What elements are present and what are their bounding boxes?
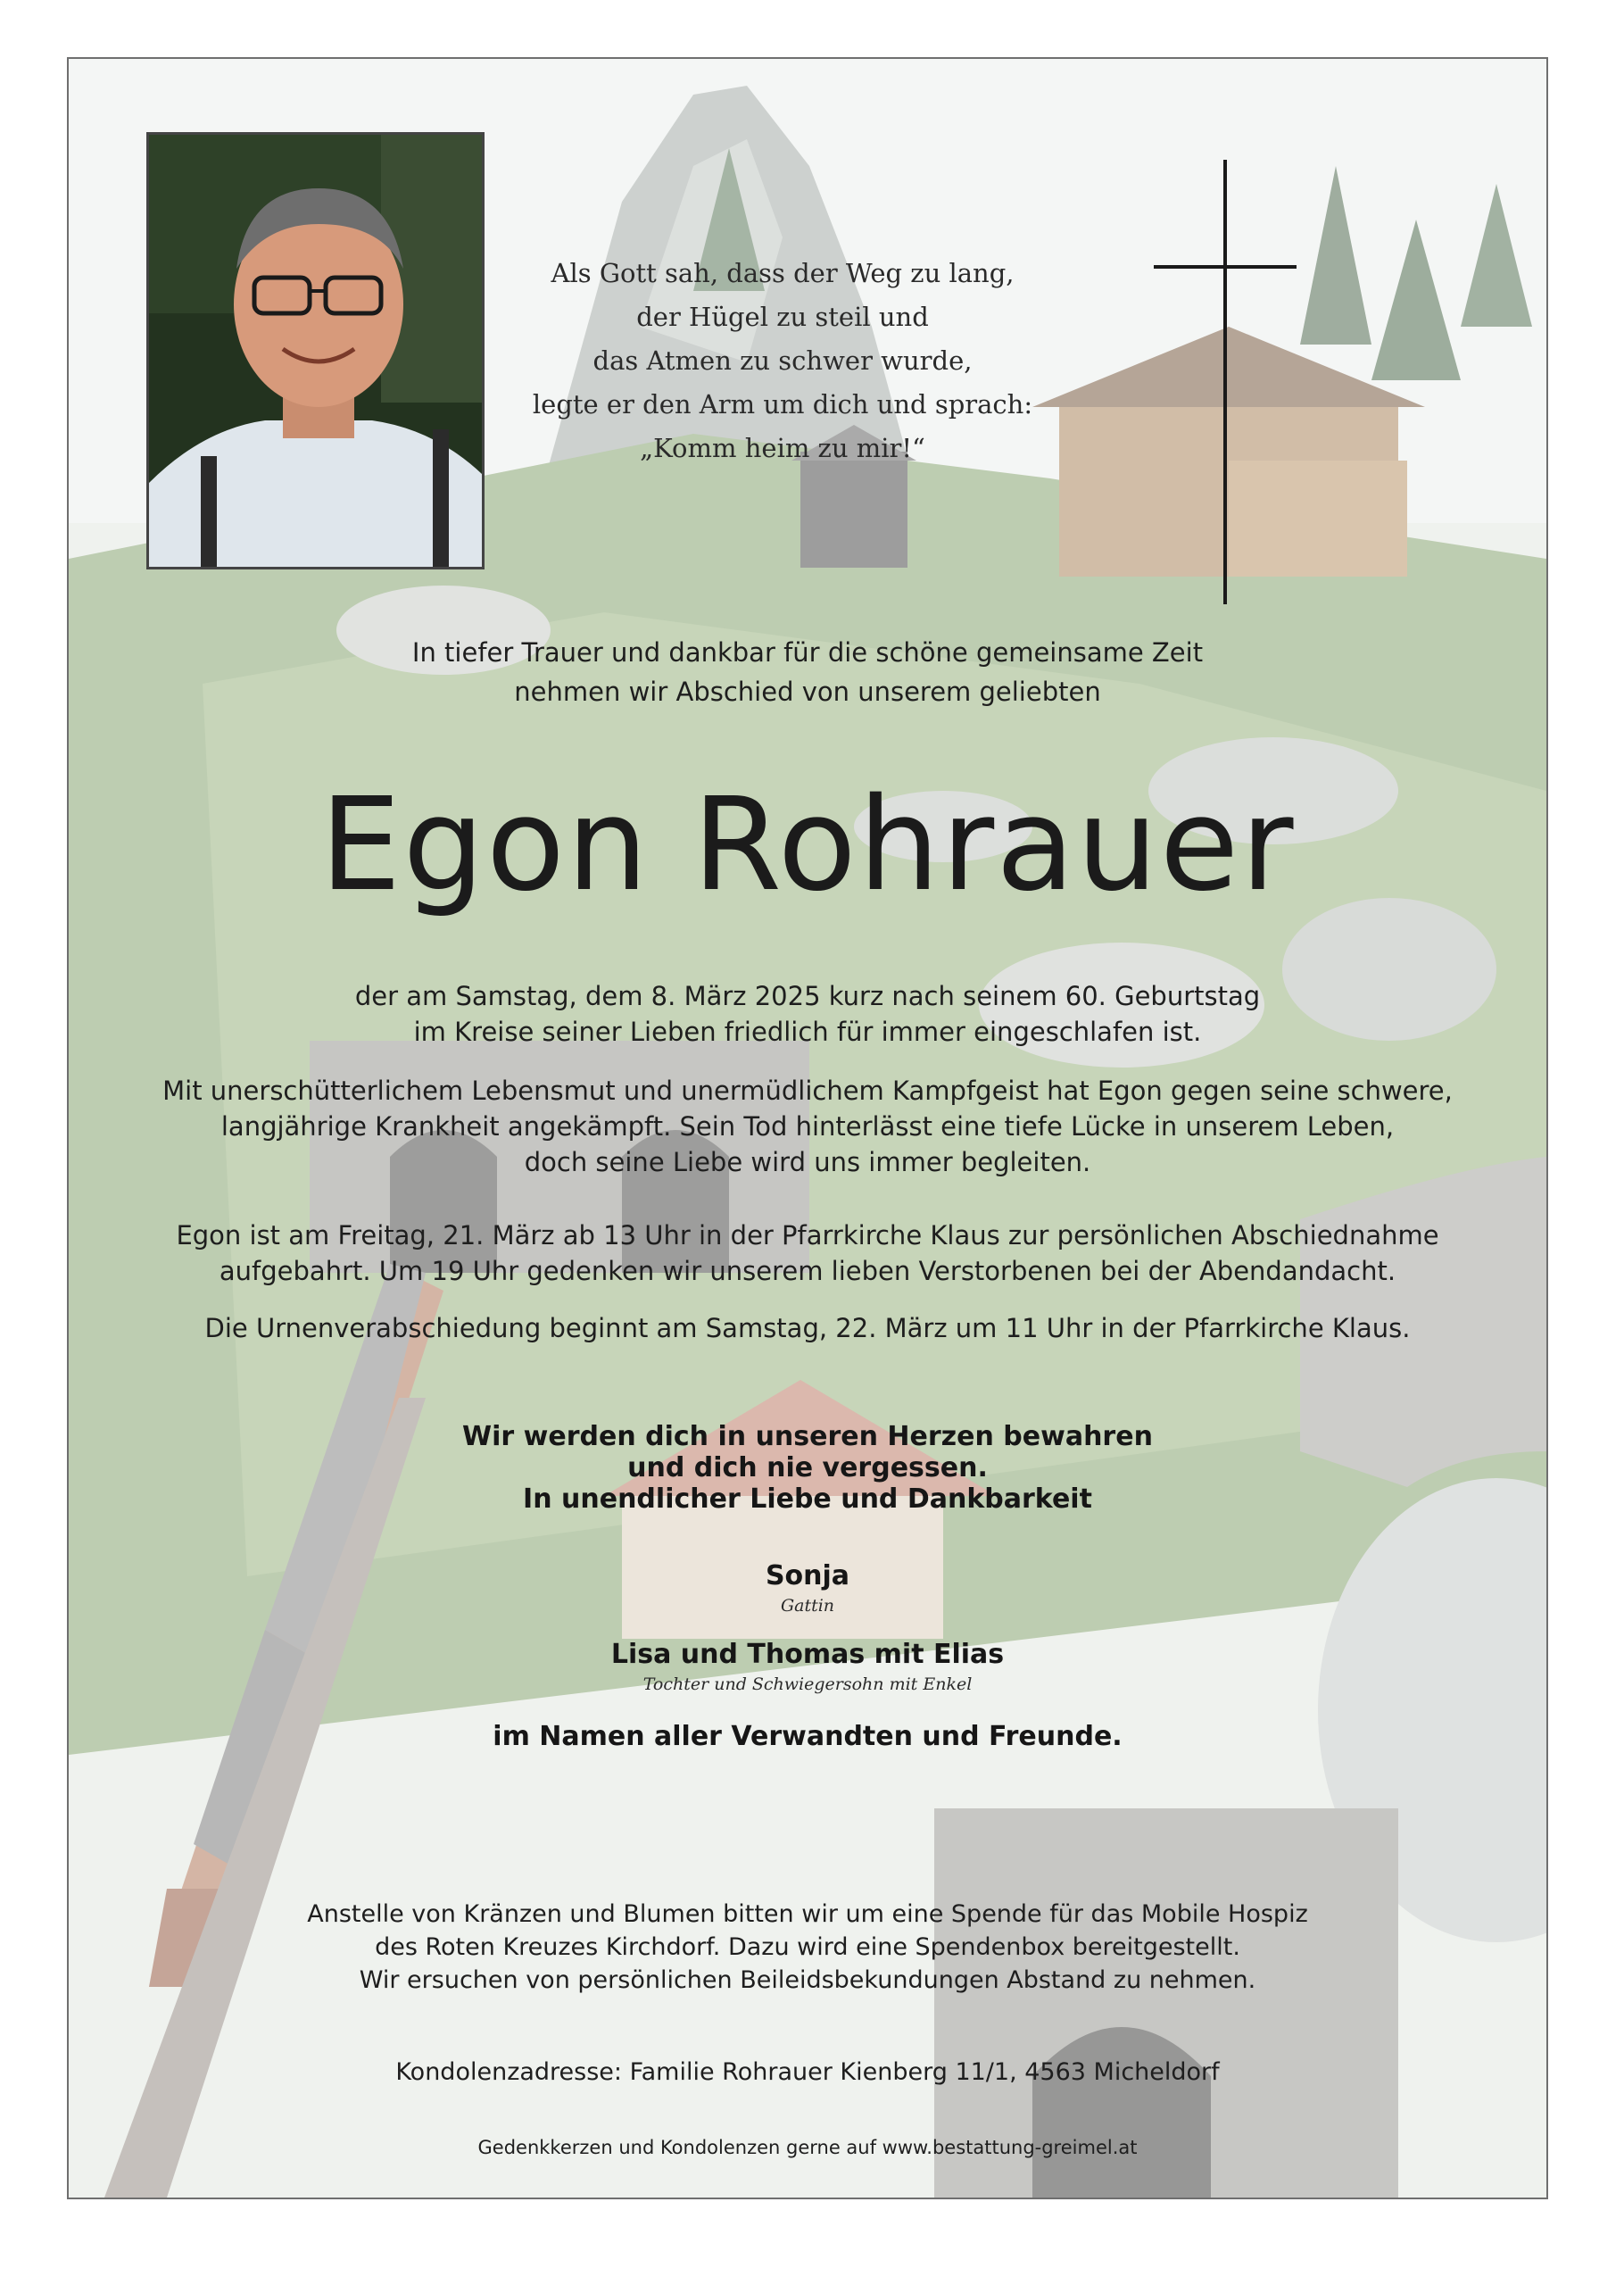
- mourner-entry: [203, 1558, 1413, 1617]
- poem-line: der Hügel zu steil und: [636, 302, 929, 332]
- poem-line: legte er den Arm um dich und sprach:: [532, 389, 1033, 420]
- urn-farewell-paragraph: [104, 1310, 1511, 1346]
- mourner-role: Gattin: [780, 1596, 835, 1616]
- mourner-name: Lisa und Thomas mit Elias: [610, 1639, 1005, 1670]
- mourner-entry: [203, 1637, 1413, 1696]
- poem: [506, 252, 1059, 470]
- mourner-name: Sonja: [765, 1560, 850, 1591]
- portrait-photo: [146, 132, 485, 569]
- poem-line: das Atmen zu schwer wurde,: [592, 345, 973, 376]
- all-relatives-line: im Namen aller Verwandten und Freunde.: [493, 1721, 1123, 1752]
- condolence-address: Kondolenzadresse: Familie Rohrauer Kienberg 11/1, 4563 Micheldorf: [395, 2058, 1220, 2086]
- tribute-line: Mit unerschütterlichem Lebensmut und unermüdlichem Kampfgeist hat Egon gegen seine schwere,: [162, 1076, 1453, 1106]
- donation-line: des Roten Kreuzes Kirchdorf. Dazu wird eine Spendenbox bereitgestellt.: [375, 1933, 1240, 1961]
- footer-website-note: Gedenkkerzen und Kondolenzen gerne auf www.bestattung-greimel.at: [477, 2137, 1138, 2158]
- death-notice-line: im Kreise seiner Lieben friedlich für immer eingeschlafen ist.: [413, 1017, 1202, 1047]
- viewing-line: aufgebahrt. Um 19 Uhr gedenken wir unserem lieben Verstorbenen bei der Abendandacht.: [219, 1256, 1396, 1286]
- obituary-card: [67, 57, 1548, 2199]
- donation-line: Wir ersuchen von persönlichen Beileidsbekundungen Abstand zu nehmen.: [359, 1966, 1256, 1994]
- tribute-line: langjährige Krankheit angekämpft. Sein Tod hinterlässt eine tiefe Lücke in unserem Leben,: [220, 1111, 1395, 1142]
- death-notice: [104, 978, 1511, 1050]
- death-notice-line: der am Samstag, dem 8. März 2025 kurz nach seinem 60. Geburtstag: [354, 981, 1261, 1011]
- donation-request: [158, 1898, 1457, 1997]
- mourner-role: Tochter und Schwiegersohn mit Enkel: [642, 1674, 973, 1694]
- closing-words: [203, 1421, 1413, 1515]
- urn-farewell-line: Die Urnenverabschiedung beginnt am Samstag, 22. März um 11 Uhr in der Pfarrkirche Klaus.: [204, 1313, 1411, 1343]
- intro-line: nehmen wir Abschied von unserem geliebten: [514, 677, 1101, 707]
- tribute-paragraph: [104, 1073, 1511, 1180]
- poem-line: Als Gott sah, dass der Weg zu lang,: [551, 258, 1015, 288]
- closing-line: In unendlicher Liebe und Dankbarkeit: [523, 1483, 1092, 1515]
- cross-icon: [1154, 160, 1297, 604]
- intro-text: [203, 633, 1413, 711]
- viewing-paragraph: [104, 1217, 1511, 1289]
- deceased-name: Egon Rohrauer: [319, 769, 1296, 919]
- poem-line: „Komm heim zu mir!“: [640, 433, 925, 463]
- closing-line: und dich nie vergessen.: [627, 1452, 988, 1483]
- tribute-line: doch seine Liebe wird uns immer begleiten.: [524, 1147, 1091, 1177]
- closing-line: Wir werden dich in unseren Herzen bewahren: [462, 1421, 1153, 1452]
- viewing-line: Egon ist am Freitag, 21. März ab 13 Uhr in der Pfarrkirche Klaus zur persönlichen Abschiednahme: [176, 1220, 1439, 1251]
- intro-line: In tiefer Trauer und dankbar für die schöne gemeinsame Zeit: [411, 637, 1204, 668]
- donation-line: Anstelle von Kränzen und Blumen bitten wir um eine Spende für das Mobile Hospiz: [307, 1900, 1308, 1928]
